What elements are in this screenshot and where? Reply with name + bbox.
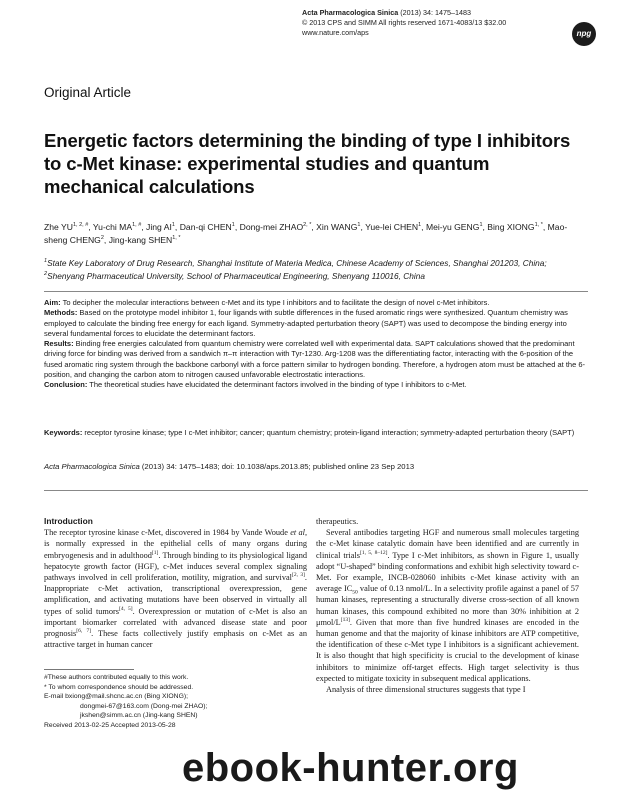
abstract-text: Based on the prototype model inhibitor 1, four ligands with subtle differences in the fused aromatic rings were synthesized. Quantum chemistry was employed to calculate the binding free energy for each ligand. Symmetry-adapted perturbation theory (SAPT) was used to decompose the binding energy into several fundamental forces to elucidate the determinant factors. [44, 308, 568, 338]
article-category: Original Article [44, 85, 132, 100]
keywords [44, 428, 590, 438]
journal-issue: (2013) 34: 1475–1483 [398, 8, 472, 17]
citation-rest: (2013) 34: 1475–1483; doi: 10.1038/aps.2013.85; published online 23 Sep 2013 [139, 462, 415, 471]
author-affil-marker: 1, * [172, 234, 181, 241]
text-run: . Inappropriate c-Met activation, transcriptional overexpression, gene amplification, and activating mutations have been observed in virtually all types of solid tumors [44, 573, 307, 616]
author-affil-marker: 1 [418, 222, 422, 229]
footnote-email-1[interactable]: E-mail bxiong@mail.shcnc.ac.cn (Bing XIONG); [44, 693, 189, 701]
text-run: . Type I c-Met inhibitors, as shown in Figure 1, usually adopt “U-shaped” binding conformations and exhibit high selectivity toward c-Met. For example, INCB-028060 inhibits c-Met kinase activity with an average IC [316, 550, 579, 594]
abstract-section [44, 298, 590, 308]
author-name: Dong-mei ZHAO [239, 222, 304, 232]
abstract-section [44, 380, 590, 390]
author-name: Mei-yu GENG [425, 222, 480, 232]
journal-url[interactable]: www.nature.com/aps [302, 28, 369, 37]
footnote-email-2[interactable]: dongmei-67@163.com (Dong-mei ZHAO); [80, 702, 208, 710]
author-name: Zhe YU [44, 222, 73, 232]
author-affil-marker: 1 [171, 222, 175, 229]
author-name: Jing AI [146, 222, 172, 232]
reference-marker: [6, 7] [76, 628, 92, 635]
abstract-label: Aim: [44, 298, 61, 307]
affiliation-number: 1 [44, 258, 48, 265]
npg-logo: npg [572, 22, 596, 46]
affiliation-text: State Key Laboratory of Drug Research, Shanghai Institute of Materia Medica, Chinese Academy of Sciences, Shanghai 201203, China; [47, 258, 547, 268]
author-name: Yu-chi MA [92, 222, 133, 232]
abstract-section [44, 339, 590, 380]
keywords-label: Keywords: [44, 428, 83, 437]
author-affil-marker: 2 [100, 234, 104, 241]
text-run: value of 0.13 nmol/L. In a selectivity profile against a panel of 57 human kinases, representing a structurally diverse cross-section of all known human kinases, this compound exhibited no more than 30% inhibition at 2 μmol/L [316, 584, 579, 627]
reference-marker: [13] [340, 617, 350, 624]
author-list: Zhe $YU^{1, 2, \#}$, Yu-chi $MA^{1, \#}$, Jing $AI^1$, Dan-qi CHEN$^1$, Dong-mei $ZHAO^{2, *}$, Xin WANG$^1$, Yue-lei CHEN$^1$, Mei-yu GENG$^1$, Bing $XIONG^{1, *}$, Mao-sheng CHENG$^2$, Jing-kang $SHEN^{1, *}$ [44, 222, 568, 245]
reference-marker: [1] [151, 549, 159, 556]
divider-bottom [44, 490, 588, 491]
abstract-label: Conclusion: [44, 380, 88, 390]
footnote-rule [44, 669, 134, 670]
journal-header [302, 8, 506, 38]
abstract-text: To decipher the molecular interactions between c-Met and its type I inhibitors and to facilitate the design of novel c-Met inhibitors. [60, 298, 490, 307]
reference-marker: [1, 5, 8–12] [360, 549, 388, 556]
author-affil-marker: 1, 2, # [72, 222, 89, 229]
affiliations [44, 257, 584, 282]
abstract-section [44, 308, 590, 339]
abstract [44, 298, 590, 391]
abstract-text: The theoretical studies have elucidated the determinant factors involved in the binding of type I inhibitors to c-Met. [87, 380, 467, 390]
author-affil-marker: 1, # [132, 222, 142, 229]
footnote-email-3[interactable]: jkshen@simm.ac.cn (Jing-kang SHEN) [80, 712, 198, 720]
text-run: . Overexpression or mutation of c-Met is also an important biomarker correlated with advanced disease state and poor prognosis [44, 606, 307, 639]
text-run: The receptor tyrosine kinase c-Met, discovered in 1984 by Vande Woude [44, 528, 291, 538]
divider-top [44, 291, 588, 292]
body-column-right [316, 516, 579, 695]
abstract-label: Methods: [44, 308, 78, 318]
author-name: Bing XIONG [487, 222, 535, 232]
abstract-label: Results: [44, 339, 74, 349]
intro-paragraph-1 [44, 527, 307, 650]
intro-continuation: therapeutics. [316, 517, 359, 526]
author-affil-marker: 1 [479, 222, 483, 229]
text-run: . Through binding to its physiological ligand hepatocyte growth factor (HGF), c-Met induces several complex signaling pathways involved in cell proliferation, motility, migration, and survival [44, 550, 308, 583]
section-heading-introduction: Introduction [44, 516, 93, 526]
reference-marker: [2, 3] [291, 572, 305, 579]
author-name: Dan-qi CHEN [179, 222, 232, 232]
keywords-text: receptor tyrosine kinase; type I c-Met inhibitor; cancer; quantum chemistry; protein-ligand interaction; symmetry-adapted perturbation theory (SAPT) [82, 428, 575, 437]
footnotes [44, 673, 304, 731]
journal-line [302, 8, 506, 18]
text-run: Several antibodies targeting HGF and numerous small molecules targeting the c-Met kinase catalytic domain have been identified and are currently in clinical trials [316, 528, 579, 560]
text-run: . These facts collectively justify emphasis on c-Met as an attractive target in human cancer [44, 629, 307, 650]
journal-name: Acta Pharmacologica Sinica [302, 8, 399, 17]
author-name: Mao-sheng CHENG [44, 222, 568, 245]
citation-journal: Acta Pharmacologica Sinica [44, 462, 140, 471]
author-affil-marker: 1 [231, 222, 235, 229]
author-affil-marker: 1, * [534, 222, 543, 229]
article-title: Energetic factors determining the binding of type I inhibitors to c-Met kinase: experimental studies and quantum mechanical calculations [44, 130, 571, 197]
intro-paragraph-3: Analysis of three dimensional structures suggests that type I [326, 685, 526, 695]
author-affil-marker: 2, * [303, 222, 312, 229]
author-affil-marker: 1 [357, 222, 361, 229]
footnote-received: Received 2013-02-25 Accepted 2013-05-28 [44, 721, 176, 729]
affiliation-text: Shenyang Pharmaceutical University, School of Pharmaceutical Engineering, Shenyang 110016, China [47, 270, 425, 281]
footnote-corr: * To whom correspondence should be addressed. [44, 683, 194, 691]
subscript: 50 [352, 589, 358, 596]
abstract-text: Binding free energies calculated from quantum chemistry were correlated well with experimental data. SAPT calculations showed that the predominant driving force for binding was derived from a sandwich π–π interaction with Tyr-1230. Arg-1208 was the differentiating factor, interacting with the 6-position of the fused aromatic ring system through the backbone carbonyl with a force pattern similar to hydrogen bonding. Therefore, a hydrogen atom must be attached at the 6-position, and changing the carbon atom to nitrogen caused unfavorable electrostatic interactions. [44, 339, 585, 380]
italic-text: et al [290, 528, 305, 538]
text-run: . Given that more than five hundred kinases are encoded in the human genome and that the majority of kinase inhibitors are ATP competitive, the identification of these c-Met type I inhibitors is a significant achievement. It is also thought that high specificity is crucial to the development of kinase inhibitors to minimize off-target effects. High target selectivity is thus expected to mitigate toxicity in subsequent medical applications. [316, 617, 579, 683]
footnote-equal: #These authors contributed equally to this work. [44, 674, 189, 681]
author-name: Jing-kang SHEN [108, 234, 173, 245]
journal-copyright: © 2013 CPS and SIMM All rights reserved 1671-4083/13 $32.00 [302, 18, 507, 27]
author-name: Yue-lei CHEN [365, 222, 419, 232]
reference-marker: [4, 5] [119, 605, 133, 612]
watermark: ebook-hunter.org [182, 746, 519, 790]
text-run: , is normally expressed in the epithelial cells of many organs during embryogenesis and in adulthood [44, 528, 308, 560]
body-column-left [44, 516, 307, 650]
affiliation-number: 2 [44, 270, 48, 277]
author-name: Xin WANG [316, 222, 358, 232]
citation [44, 462, 590, 472]
intro-paragraph-2 [316, 527, 579, 684]
